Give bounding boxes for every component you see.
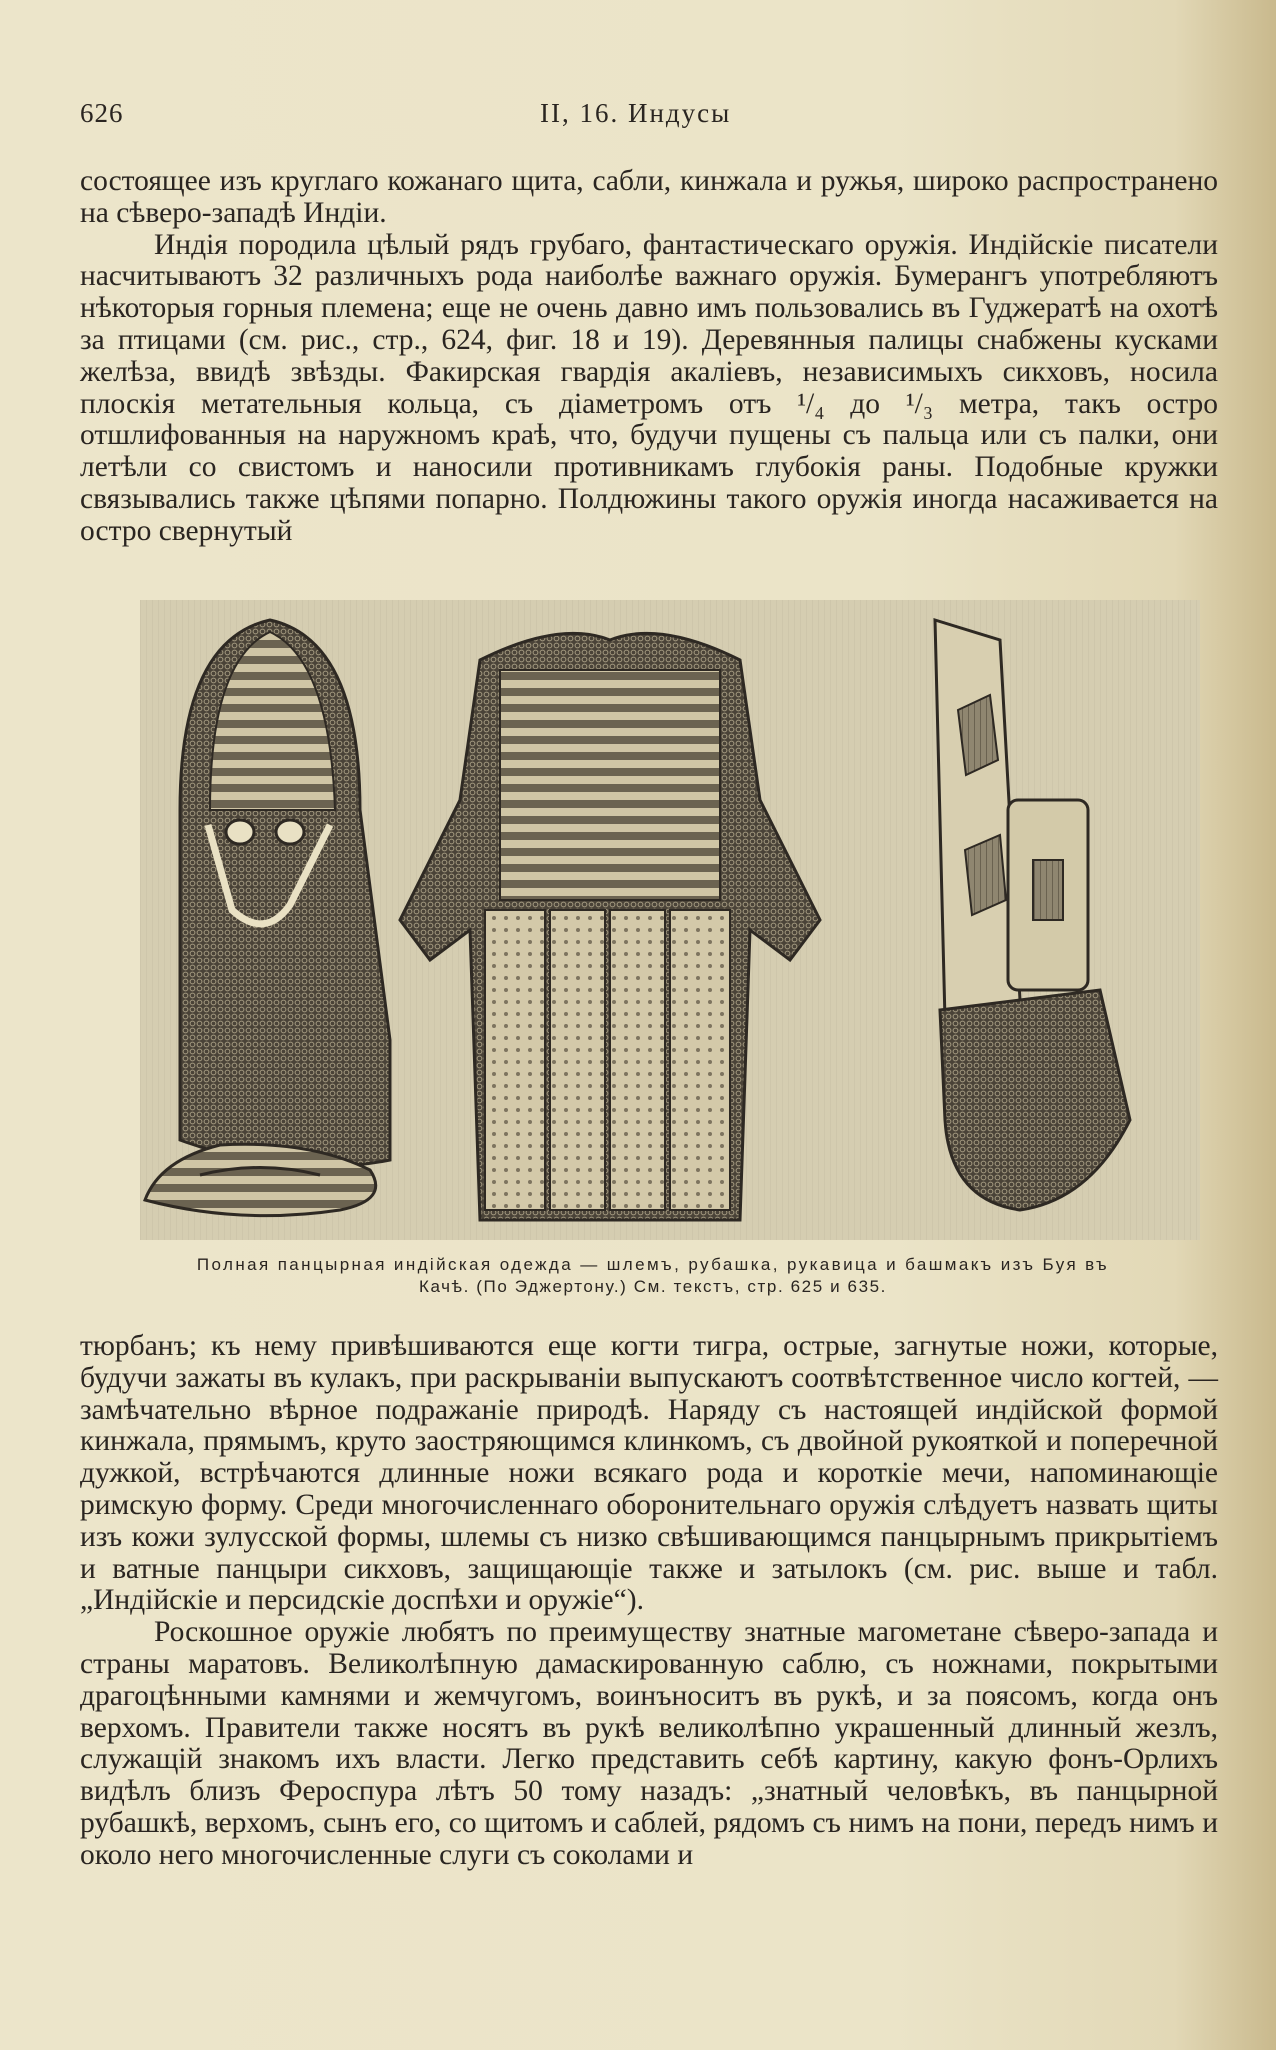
paragraph-weapons: Индія породила цѣлый рядъ грубаго, фантастическаго оружія. Индійскіе писатели насчитываютъ 32 различныхъ рода наиболѣе важнаго оружія. Бумерангъ употребляютъ нѣкоторыя горныя племена; еще не очень давно имъ пользовались въ Гуджератѣ на охотѣ за птицами (см. рис., стр., 624, фиг. 18 и 19). Деревянныя палицы снабжены кусками желѣза, ввидѣ звѣзды. Факирская гвардія акаліевъ, независимыхъ сикховъ, носила плоскія метательныя кольца, съ діаметромъ отъ ¹/₄ до ¹/₃ метра, такъ остро отшлифованныя на наружномъ краѣ, что, будучи пущены съ пальца или съ палки, они летѣли со свистомъ и наносили противникамъ глубокія раны. Подобные кружки связывались также цѣпями попарно. Полдюжины такого оружія иногда насаживается на остро свернутый [80,228,1218,547]
paragraph-luxury-weapons: Роскошное оружіе любятъ по преимуществу знатные магометане сѣверо-запада и страны маратовъ. Великолѣпную дамаскированную саблю, съ ножнами, покрытыми драгоцѣнными камнями и жемчугомъ, воинъноситъ въ рукѣ, и за поясомъ, когда онъ верхомъ. Правители также носятъ въ рукѣ великолѣпно украшенный длинный жезлъ, служащій знакомъ ихъ власти. Легко представить себѣ картину, какую фонъ-Орлихъ видѣлъ близъ Фероспура лѣтъ 50 тому назадъ: „знатный человѣкъ, въ панцырной рубашкѣ, верхомъ, сынъ его, со щитомъ и саблей, рядомъ съ нимъ на пони, передъ нимъ и около него многочисленные слуги съ соколами и [80,1616,1218,1871]
text-block-top [80,166,1218,548]
caption-line-1: Полная панцырная индійская одежда — шлемъ, рубашка, рукавица и башмакъ изъ Буя въ [196,1255,1110,1274]
page-number: 626 [80,98,124,128]
running-head: II, 16. Индусы [540,98,732,128]
paragraph-claws: тюрбанъ; къ нему привѣшиваются еще когти тигра, острые, загнутые ножи, которые, будучи зажаты въ кулакъ, при раскрываніи выпускаютъ соотвѣтственное число когтей, — замѣчательно вѣрное подражаніе природѣ. Наряду съ настоящей индійской формой кинжала, прямымъ, круто заостряющимся клинкомъ, съ двойной рукояткой и поперечной дужкой, встрѣчаются длинные ножи всякаго рода и короткіе мечи, напоминающіе римскую форму. Среди многочисленнаго оборонительнаго оружія слѣдуетъ назвать щиты изъ кожи зулусской формы, шлемы съ низко свѣшивающимся панцырнымъ прикрытіемъ и ватные панцыри сикховъ, защищающіе также и затылокъ (см. рис. выше и табл. „Индійскіе и персидскіе доспѣхи и оружіе“). [80,1330,1218,1617]
paragraph-continued: состоящее изъ круглаго кожанаго щита, сабли, кинжала и ружья, широко распространено на сѣверо-западѣ Индіи. [80,165,1218,229]
caption-line-2: Качѣ. (По Эджертону.) См. текстъ, стр. 625 и 635. [418,1277,887,1296]
armour-engraving [140,600,1200,1240]
engraving-svg [140,600,1200,1240]
figure-caption [78,1254,1228,1298]
page-header [80,98,1220,138]
text-block-bottom [80,1331,1218,1872]
